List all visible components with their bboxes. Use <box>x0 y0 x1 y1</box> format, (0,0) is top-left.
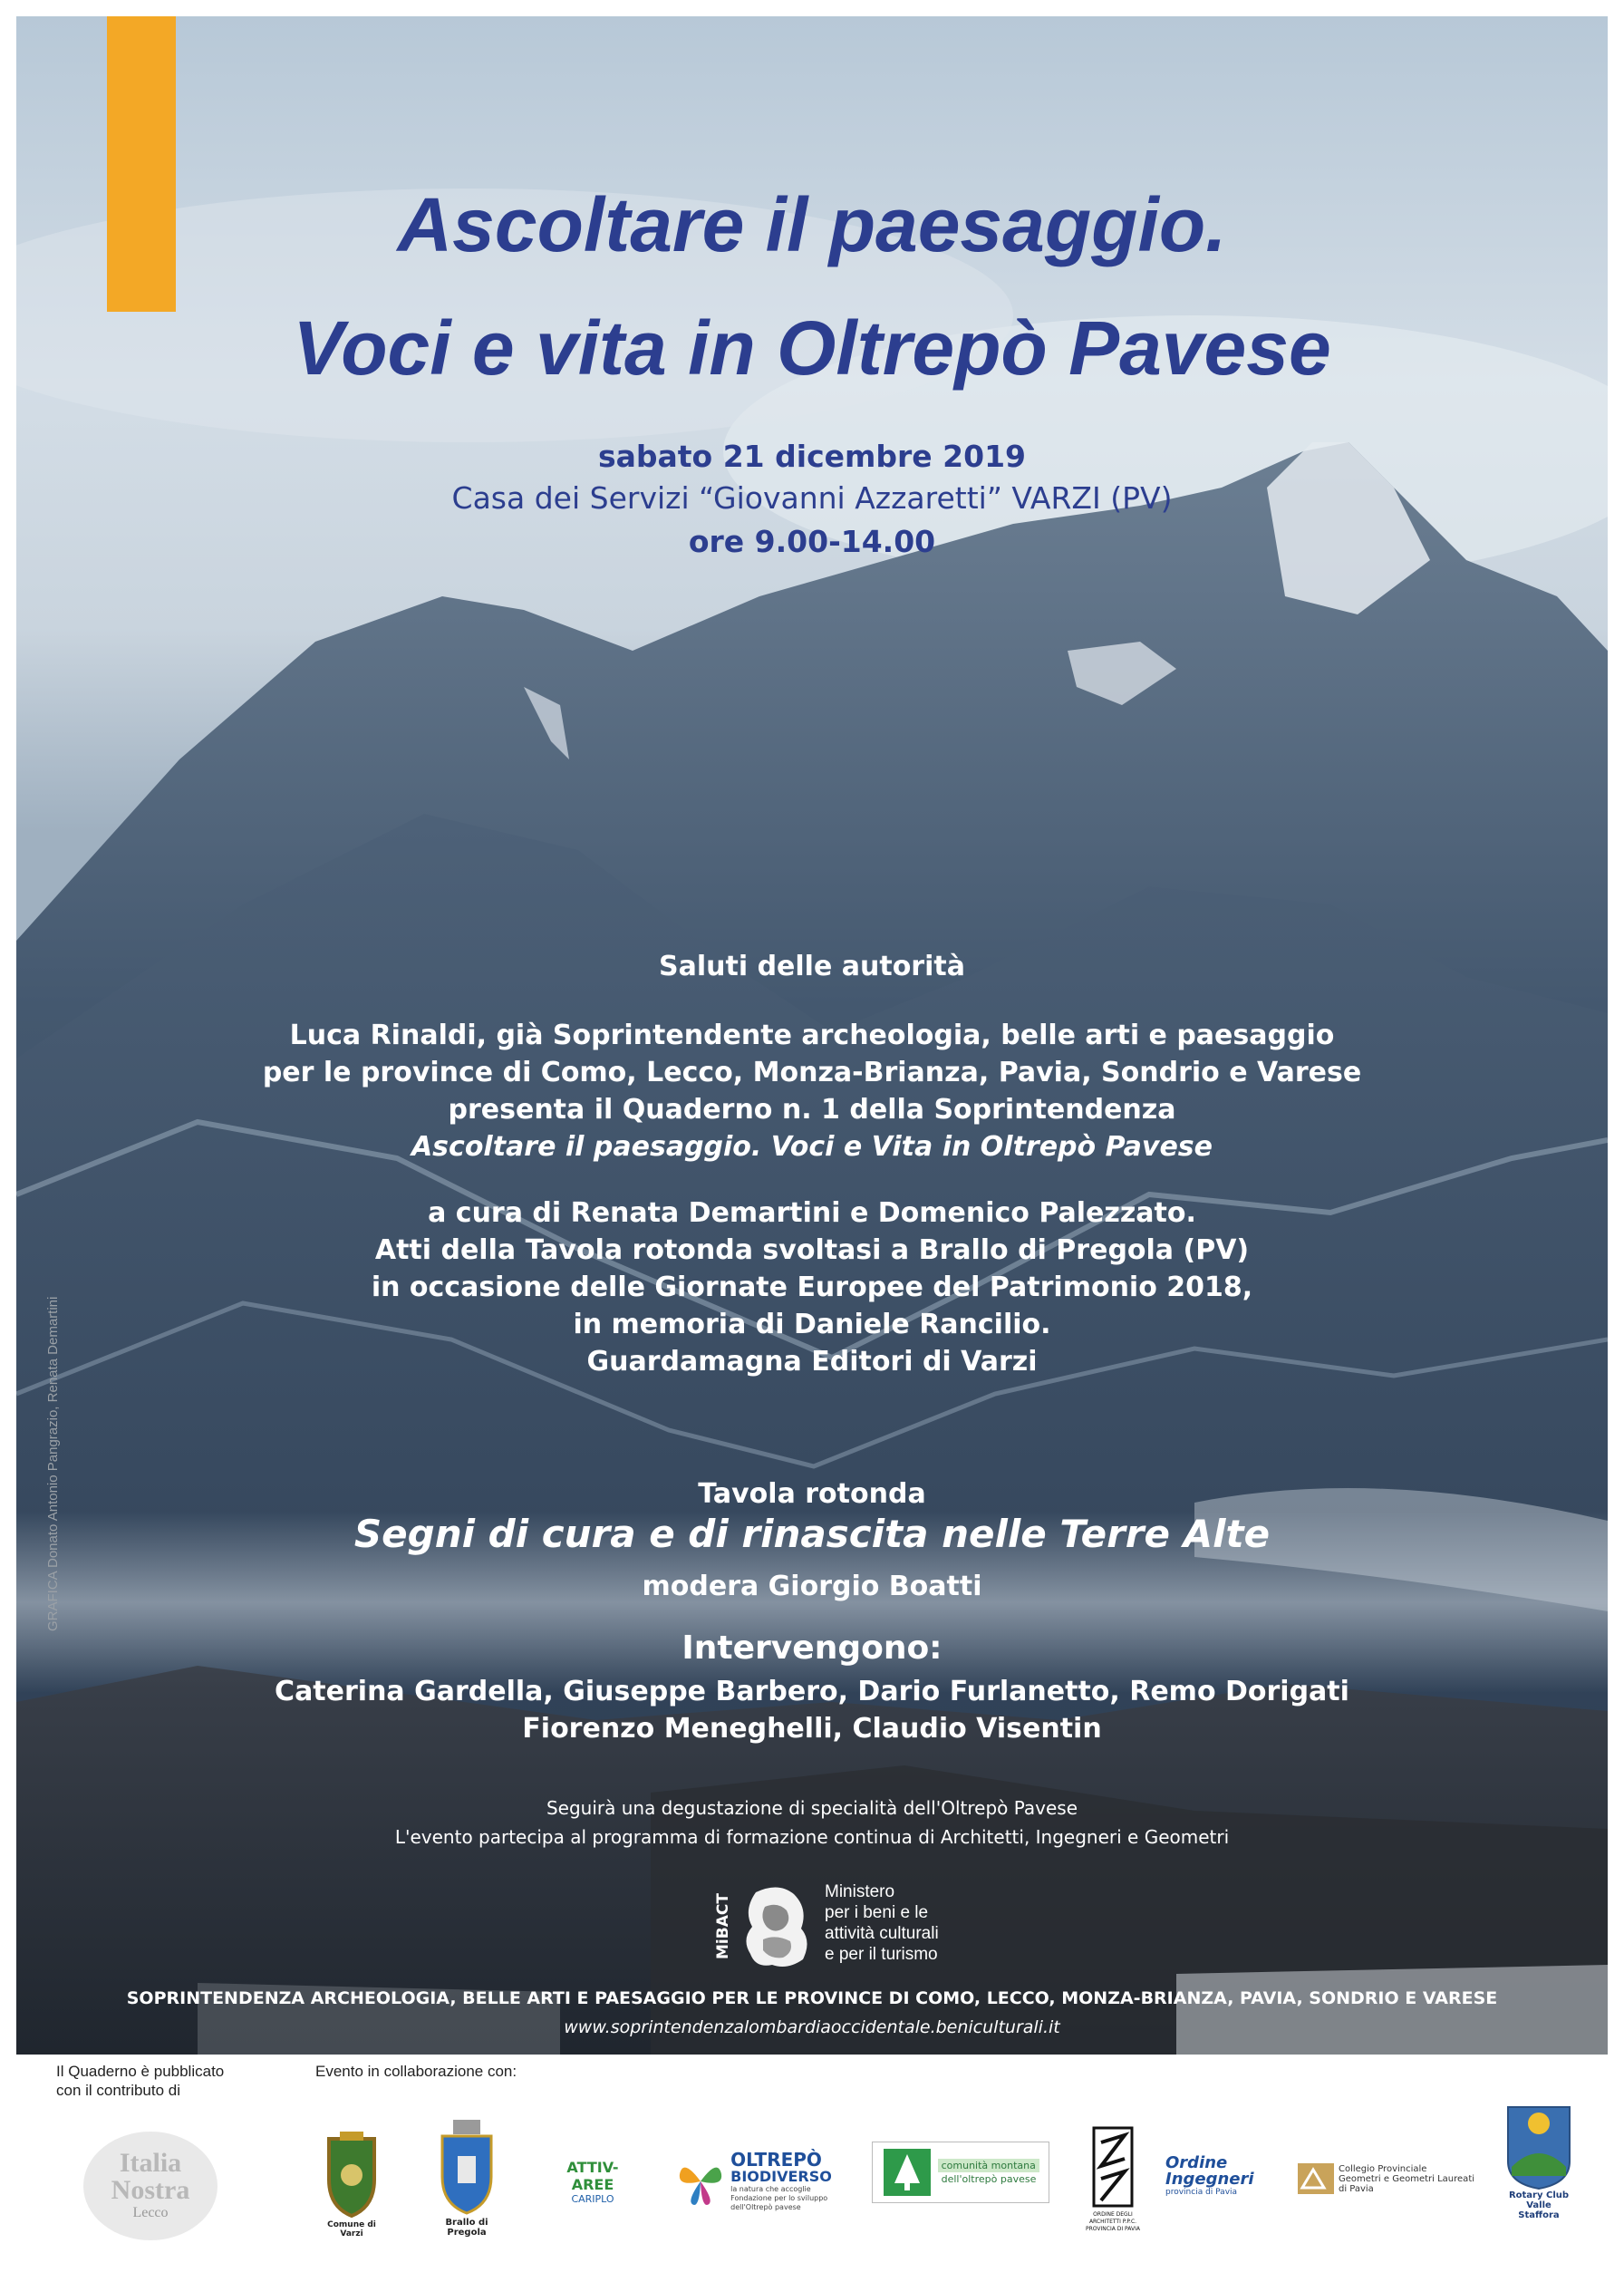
editors-line-5: Guardamagna Editori di Varzi <box>586 1346 1038 1378</box>
editors-line-3: in occasione delle Giornate Europee del Patrimonio 2018, <box>371 1272 1253 1303</box>
tasting-note: Seguirà una degustazione di specialità dell'Oltrepò Pavese <box>546 1797 1078 1819</box>
geometri-emblem-icon <box>1297 2162 1335 2195</box>
italia-nostra-line-2: Nostra <box>111 2175 190 2205</box>
rotary-line-1: Rotary Club <box>1508 2190 1570 2200</box>
soprintendenza-name: SOPRINTENDENZA ARCHEOLOGIA, BELLE ARTI E PAESAGGIO PER LE PROVINCE DI COMO, LECCO, MONZA-BRIANZA, PAVIA, SONDRIO E VARESE <box>126 1988 1498 2008</box>
photo-credit: GRAFICA Donato Antonio Pangrazio, Renata Demartini <box>45 1296 61 1631</box>
geometri-line-3: di Pavia <box>1338 2183 1374 2194</box>
soprintendenza-url[interactable]: www.soprintendenzalombardiaoccidentale.beniculturali.it <box>564 2017 1060 2037</box>
architetti-label: ORDINE DEGLI ARCHITETTI P.P.C. PROVINCIA DI PAVIA <box>1086 2211 1140 2232</box>
comunita-line-2: dell'oltrepò pavese <box>941 2173 1037 2185</box>
tree-icon <box>882 2147 933 2198</box>
varzi-logo <box>315 2125 388 2243</box>
speakers-heading: Intervengono: <box>682 1629 942 1667</box>
attiv-aree-logo <box>547 2154 638 2209</box>
mibact-logo <box>714 1881 968 1972</box>
architetti-logo <box>1086 2111 1140 2247</box>
italia-nostra-line-1: Italia <box>119 2148 182 2178</box>
ingegneri-line-1: Ordine <box>1165 2153 1228 2172</box>
ingegneri-logo <box>1165 2149 1265 2203</box>
comunita-line-1: comunità montana <box>938 2159 1040 2172</box>
title-line-2: Voci e vita in Oltrepò Pavese <box>293 305 1331 391</box>
geometri-text <box>1339 2164 1474 2194</box>
poster <box>16 16 1608 2055</box>
varzi-label: Comune di Varzi <box>327 2220 376 2238</box>
editors-line-2: Atti della Tavola rotonda svoltasi a Brallo di Pregola (PV) <box>374 1234 1250 1266</box>
oltrepo-biodiverso-logo <box>663 2141 845 2222</box>
rotary-emblem-icon <box>1504 2103 1573 2190</box>
roundtable-moderator: modera Giorgio Boatti <box>642 1571 982 1602</box>
event-venue: Casa dei Servizi “Giovanni Azzaretti” VARZI (PV) <box>451 480 1173 516</box>
collab-label: Evento in collaborazione con: <box>315 2063 517 2080</box>
comunita-montana-logo <box>872 2142 1049 2203</box>
speakers-line-1: Caterina Gardella, Giuseppe Barbero, Dario Furlanetto, Remo Dorigati <box>275 1676 1349 1707</box>
butterfly-icon <box>676 2154 725 2209</box>
ministry-name <box>825 1881 939 1965</box>
ministry-line-2: per i beni e le <box>825 1903 929 1922</box>
title-line-1: Ascoltare il paesaggio. <box>397 182 1227 267</box>
ministry-line-4: e per il turismo <box>825 1945 938 1964</box>
brallo-logo <box>426 2114 508 2241</box>
ingegneri-line-2: Ingegneri <box>1165 2170 1254 2189</box>
architetti-emblem-icon <box>1088 2124 1137 2211</box>
attiv-aree-line-1: ATTIV-AREE <box>566 2158 619 2193</box>
brallo-crest-icon <box>435 2118 498 2218</box>
oltrepo-line-5: dell'Oltrepò pavese <box>730 2203 801 2211</box>
varzi-crest-icon <box>320 2130 383 2220</box>
roundtable-title: Segni di cura e di rinascita nelle Terre Alte <box>353 1512 1271 1556</box>
ministry-line-1: Ministero <box>825 1882 895 1901</box>
oltrepo-line-4: Fondazione per lo sviluppo <box>730 2194 828 2202</box>
editors-line-4: in memoria di Daniele Rancilio. <box>573 1309 1051 1340</box>
brallo-label: Brallo di Pregola <box>445 2218 488 2238</box>
attiv-aree-line-2: CARIPLO <box>571 2192 614 2205</box>
geometri-line-2: Geometri e Geometri Laureati <box>1338 2173 1475 2184</box>
italia-nostra-line-3: Lecco <box>132 2205 169 2220</box>
ministry-line-3: attività culturali <box>825 1924 939 1943</box>
event-date: sabato 21 dicembre 2019 <box>597 439 1027 474</box>
oltrepo-line-1: OLTREPÒ <box>730 2149 822 2171</box>
oltrepo-biodiverso-text <box>730 2151 832 2212</box>
presentation-line-1: Luca Rinaldi, già Soprintendente archeologia, belle arti e paesaggio <box>289 1020 1335 1051</box>
mibact-acronym: MiBACT <box>714 1893 732 1960</box>
editors-line-1: a cura di Renata Demartini e Domenico Palezzato. <box>428 1197 1196 1229</box>
greetings-heading: Saluti delle autorità <box>659 951 965 982</box>
geometri-line-1: Collegio Provinciale <box>1338 2163 1427 2174</box>
mibact-emblem-icon <box>738 1881 819 1972</box>
credits-note: L'evento partecipa al programma di formazione continua di Architetti, Ingegneri e Geometri <box>394 1826 1230 1848</box>
italia-nostra-logo <box>78 2127 223 2245</box>
publisher-label-line-1: Il Quaderno è pubblicato <box>56 2063 225 2080</box>
publisher-label <box>56 2062 224 2100</box>
presentation-line-3: presenta il Quaderno n. 1 della Soprintendenza <box>448 1094 1176 1126</box>
oltrepo-line-3: la natura che accoglie <box>730 2185 811 2193</box>
event-time: ore 9.00-14.00 <box>688 524 936 559</box>
rotary-line-2: Valle Staffora <box>1518 2200 1560 2220</box>
oltrepo-line-2: BIODIVERSO <box>730 2168 832 2185</box>
speakers-line-2: Fiorenzo Meneghelli, Claudio Visentin <box>522 1713 1102 1745</box>
footer <box>0 2055 1624 2282</box>
book-title: Ascoltare il paesaggio. Voci e Vita in Oltrepò Pavese <box>411 1131 1213 1163</box>
presentation-line-2: per le province di Como, Lecco, Monza-Brianza, Pavia, Sondrio e Varese <box>262 1057 1362 1088</box>
geometri-logo <box>1290 2156 1481 2201</box>
ingegneri-line-3: provincia di Pavia <box>1165 2188 1238 2197</box>
publisher-label-line-2: con il contributo di <box>56 2082 181 2099</box>
roundtable-label: Tavola rotonda <box>698 1478 926 1510</box>
comunita-montana-text <box>938 2159 1040 2186</box>
rotary-logo <box>1504 2103 1573 2248</box>
